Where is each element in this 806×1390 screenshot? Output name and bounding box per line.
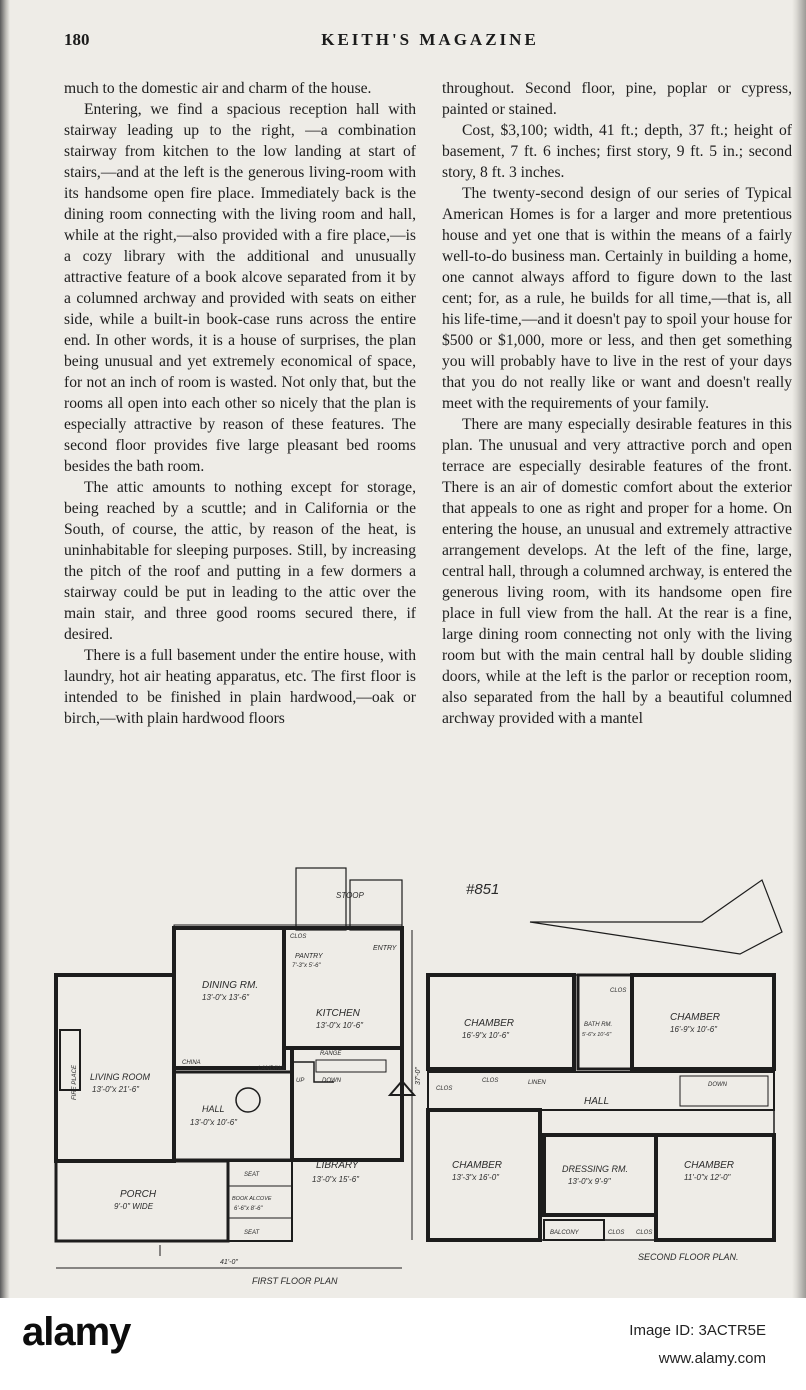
floor-plans: [40, 850, 800, 1290]
paragraph: throughout. Second floor, pine, poplar or cypress, painted or stained.: [442, 80, 792, 118]
plan-label-library: LIBRARY: [316, 1160, 359, 1171]
plan-label-chamber-2-dim: 16'-9"x 10'-6": [670, 1025, 717, 1034]
plan-label-bath: BATH RM.: [584, 1022, 613, 1028]
image-id: Image ID: 3ACTR5E: [629, 1322, 766, 1339]
paragraph: The attic amounts to nothing except for storage, being reached by a scuttle; and in California or the South, of course, the attic, by reason of the heat, is uninhabitable for sleeping purposes. Still, by increasing the pitch of the roof and putting in a few dormers a stairway could be put in leading to the attic over the main stair, and three good rooms secured there, if desired.: [64, 479, 416, 643]
plan-label-kitchen: KITCHEN: [316, 1008, 360, 1019]
plan-label-dining: DINING RM.: [202, 980, 259, 991]
plan-label-entry: ENTRY: [373, 945, 397, 952]
plan-label-dressing: DRESSING RM.: [562, 1164, 629, 1174]
plan-label-clos-4: CLOS: [636, 1230, 653, 1236]
plan-label-chamber-4: CHAMBER: [684, 1160, 735, 1171]
plan-label-kitchen-dim: 13'-0"x 10'-6": [316, 1021, 363, 1030]
plan-label-balcony: BALCONY: [550, 1230, 579, 1236]
plan-label-dressing-dim: 13'-0"x 9'-9": [568, 1177, 611, 1186]
paragraph: Entering, we find a spacious reception hall with stairway leading up to the right, —a combination stairway from kitchen to the low landing at start of stairs,—and at the left is the generous living-room with its handsome open fire place. Immediately back is the dining room connecting with the living room and hall, while at the right,—also provided with a fire place,—is a cozy library with the additional and unusually attractive feature of a book alcove separated from it by a columned archway and provided with seats on either side, while a built-in book-case runs across the entire end. In other words, it is a house of surprises, the plan being unusual and yet extremely economical of space, for not an inch of room is wasted. Not only that, but the rooms all open into each other so nicely that the plan is especially attractive by reason of these features. The second floor provides five large pleasant bed rooms besides the bath room.: [64, 101, 416, 475]
plan-label-range: RANGE: [320, 1051, 342, 1057]
text-column-left: [64, 78, 416, 729]
plan-label-landing: LANDING: [258, 1066, 285, 1072]
alamy-logo: alamy: [22, 1310, 131, 1354]
plan-label-bath-dim: 5'-6"x 10'-6": [582, 1032, 612, 1038]
second-floor-plan-title: SECOND FLOOR PLAN.: [638, 1252, 739, 1262]
page-left-edge-shadow: [0, 0, 10, 1298]
plan-label-hall-2: HALL: [584, 1096, 610, 1107]
plan-label-book-alcove: BOOK ALCOVE: [232, 1196, 272, 1202]
plan-label-clos-hall-2: CLOS: [482, 1078, 499, 1084]
plan-label-living-dim: 13'-0"x 21'-6": [92, 1085, 139, 1094]
plan-label-china: CHINA: [182, 1060, 201, 1066]
plan-label-library-dim: 13'-0"x 15'-6": [312, 1175, 359, 1184]
plan-label-chamber-3: CHAMBER: [452, 1160, 503, 1171]
plan-label-clos: CLOS: [290, 934, 307, 940]
plan-label-chamber-1: CHAMBER: [464, 1018, 515, 1029]
floor-plan-drawing: [40, 850, 800, 1290]
plan-label-down: DOWN: [322, 1078, 341, 1084]
running-header: KEITH'S MAGAZINE: [321, 30, 539, 49]
plan-label-hall: HALL: [202, 1104, 225, 1114]
plan-label-pantry-dim: 7'-3"x 5'-6": [292, 963, 321, 969]
plan-label-clos-2: CLOS: [610, 988, 627, 994]
plan-label-linen: LINEN: [528, 1080, 546, 1086]
plan-label-porch: PORCH: [120, 1189, 157, 1200]
paragraph: Cost, $3,100; width, 41 ft.; depth, 37 ft.; height of basement, 7 ft. 6 inches; first story, 9 ft. 5 in.; second story, 8 ft. 3 inches.: [442, 122, 792, 181]
plan-label-chamber-4-dim: 11'-0"x 12'-0": [684, 1173, 731, 1182]
plan-label-fireplace: FIRE PLACE: [72, 1064, 78, 1100]
plan-label-dining-dim: 13'-0"x 13'-6": [202, 993, 249, 1002]
plan-width-dimension: 41'-0": [220, 1259, 238, 1266]
plan-label-clos-hall-1: CLOS: [436, 1086, 453, 1092]
plan-label-seat-bottom: SEAT: [244, 1230, 260, 1236]
paragraph: There is a full basement under the entire house, with laundry, hot air heating apparatus, etc. The first floor is intended to be finished in plain hardwood,—oak or birch,—with plain hardwood floors: [64, 647, 416, 727]
text-column-right: [442, 78, 792, 729]
plan-label-chamber-3-dim: 13'-3"x 16'-0": [452, 1173, 499, 1182]
plan-label-book-alcove-dim: 6'-6"x 8'-6": [234, 1206, 263, 1212]
paragraph: much to the domestic air and charm of the house.: [64, 80, 372, 97]
plan-label-up: UP: [296, 1078, 305, 1084]
plan-label-down-2: DOWN: [708, 1082, 727, 1088]
stock-footer: [0, 1298, 806, 1390]
plan-depth-dimension: 37'-0": [415, 1067, 422, 1085]
footer-url: www.alamy.com: [658, 1350, 766, 1367]
plan-label-porch-dim: 9'-0" WIDE: [114, 1202, 154, 1211]
design-number: #851: [466, 881, 500, 898]
plan-label-chamber-2: CHAMBER: [670, 1012, 721, 1023]
plan-label-stoop: STOOP: [336, 891, 364, 900]
paragraph: The twenty-second design of our series of Typical American Homes is for a larger and more pretentious house and yet one that is within the means of a fairly well-to-do business man. Certainly in building a home, one cannot always afford to figure down to the last cent; for, as a rule, he builds for all time,—that is, all his life-time,—and it doesn't pay to spoil your house for $500 or $1,000, more or less, and then get something you will probably have to live in the rest of your days that you do not really like or want and doesn't really meet with the requirements of your family.: [442, 185, 792, 412]
paragraph: There are many especially desirable features in this plan. The unusual and very attractive porch and open terrace are especially desirable features of the front. There is an air of domestic comfort about the exterior that appeals to one as right and proper for a home. On entering the house, an unusual and extremely attractive arrangement develops. At the left of the fine, large, central hall, through a columned archway, is entered the generous living room, with its handsome open fire place in full view from the hall. At the rear is a fine, large dining room connecting not only with the living room but with the main central hall by double sliding doors, while at the left is the parlor or reception room, also separated from the hall by a beautiful columned archway provided with a mantel: [442, 416, 792, 727]
plan-label-hall-dim: 13'-0"x 10'-6": [190, 1118, 237, 1127]
page-number: 180: [64, 30, 90, 49]
plan-label-clos-3: CLOS: [608, 1230, 625, 1236]
plan-label-chamber-1-dim: 16'-9"x 10'-6": [462, 1031, 509, 1040]
first-floor-plan-title: FIRST FLOOR PLAN: [252, 1276, 338, 1286]
plan-label-living: LIVING ROOM: [90, 1072, 151, 1082]
plan-label-pantry: PANTRY: [295, 953, 323, 960]
plan-label-seat-top: SEAT: [244, 1172, 260, 1178]
